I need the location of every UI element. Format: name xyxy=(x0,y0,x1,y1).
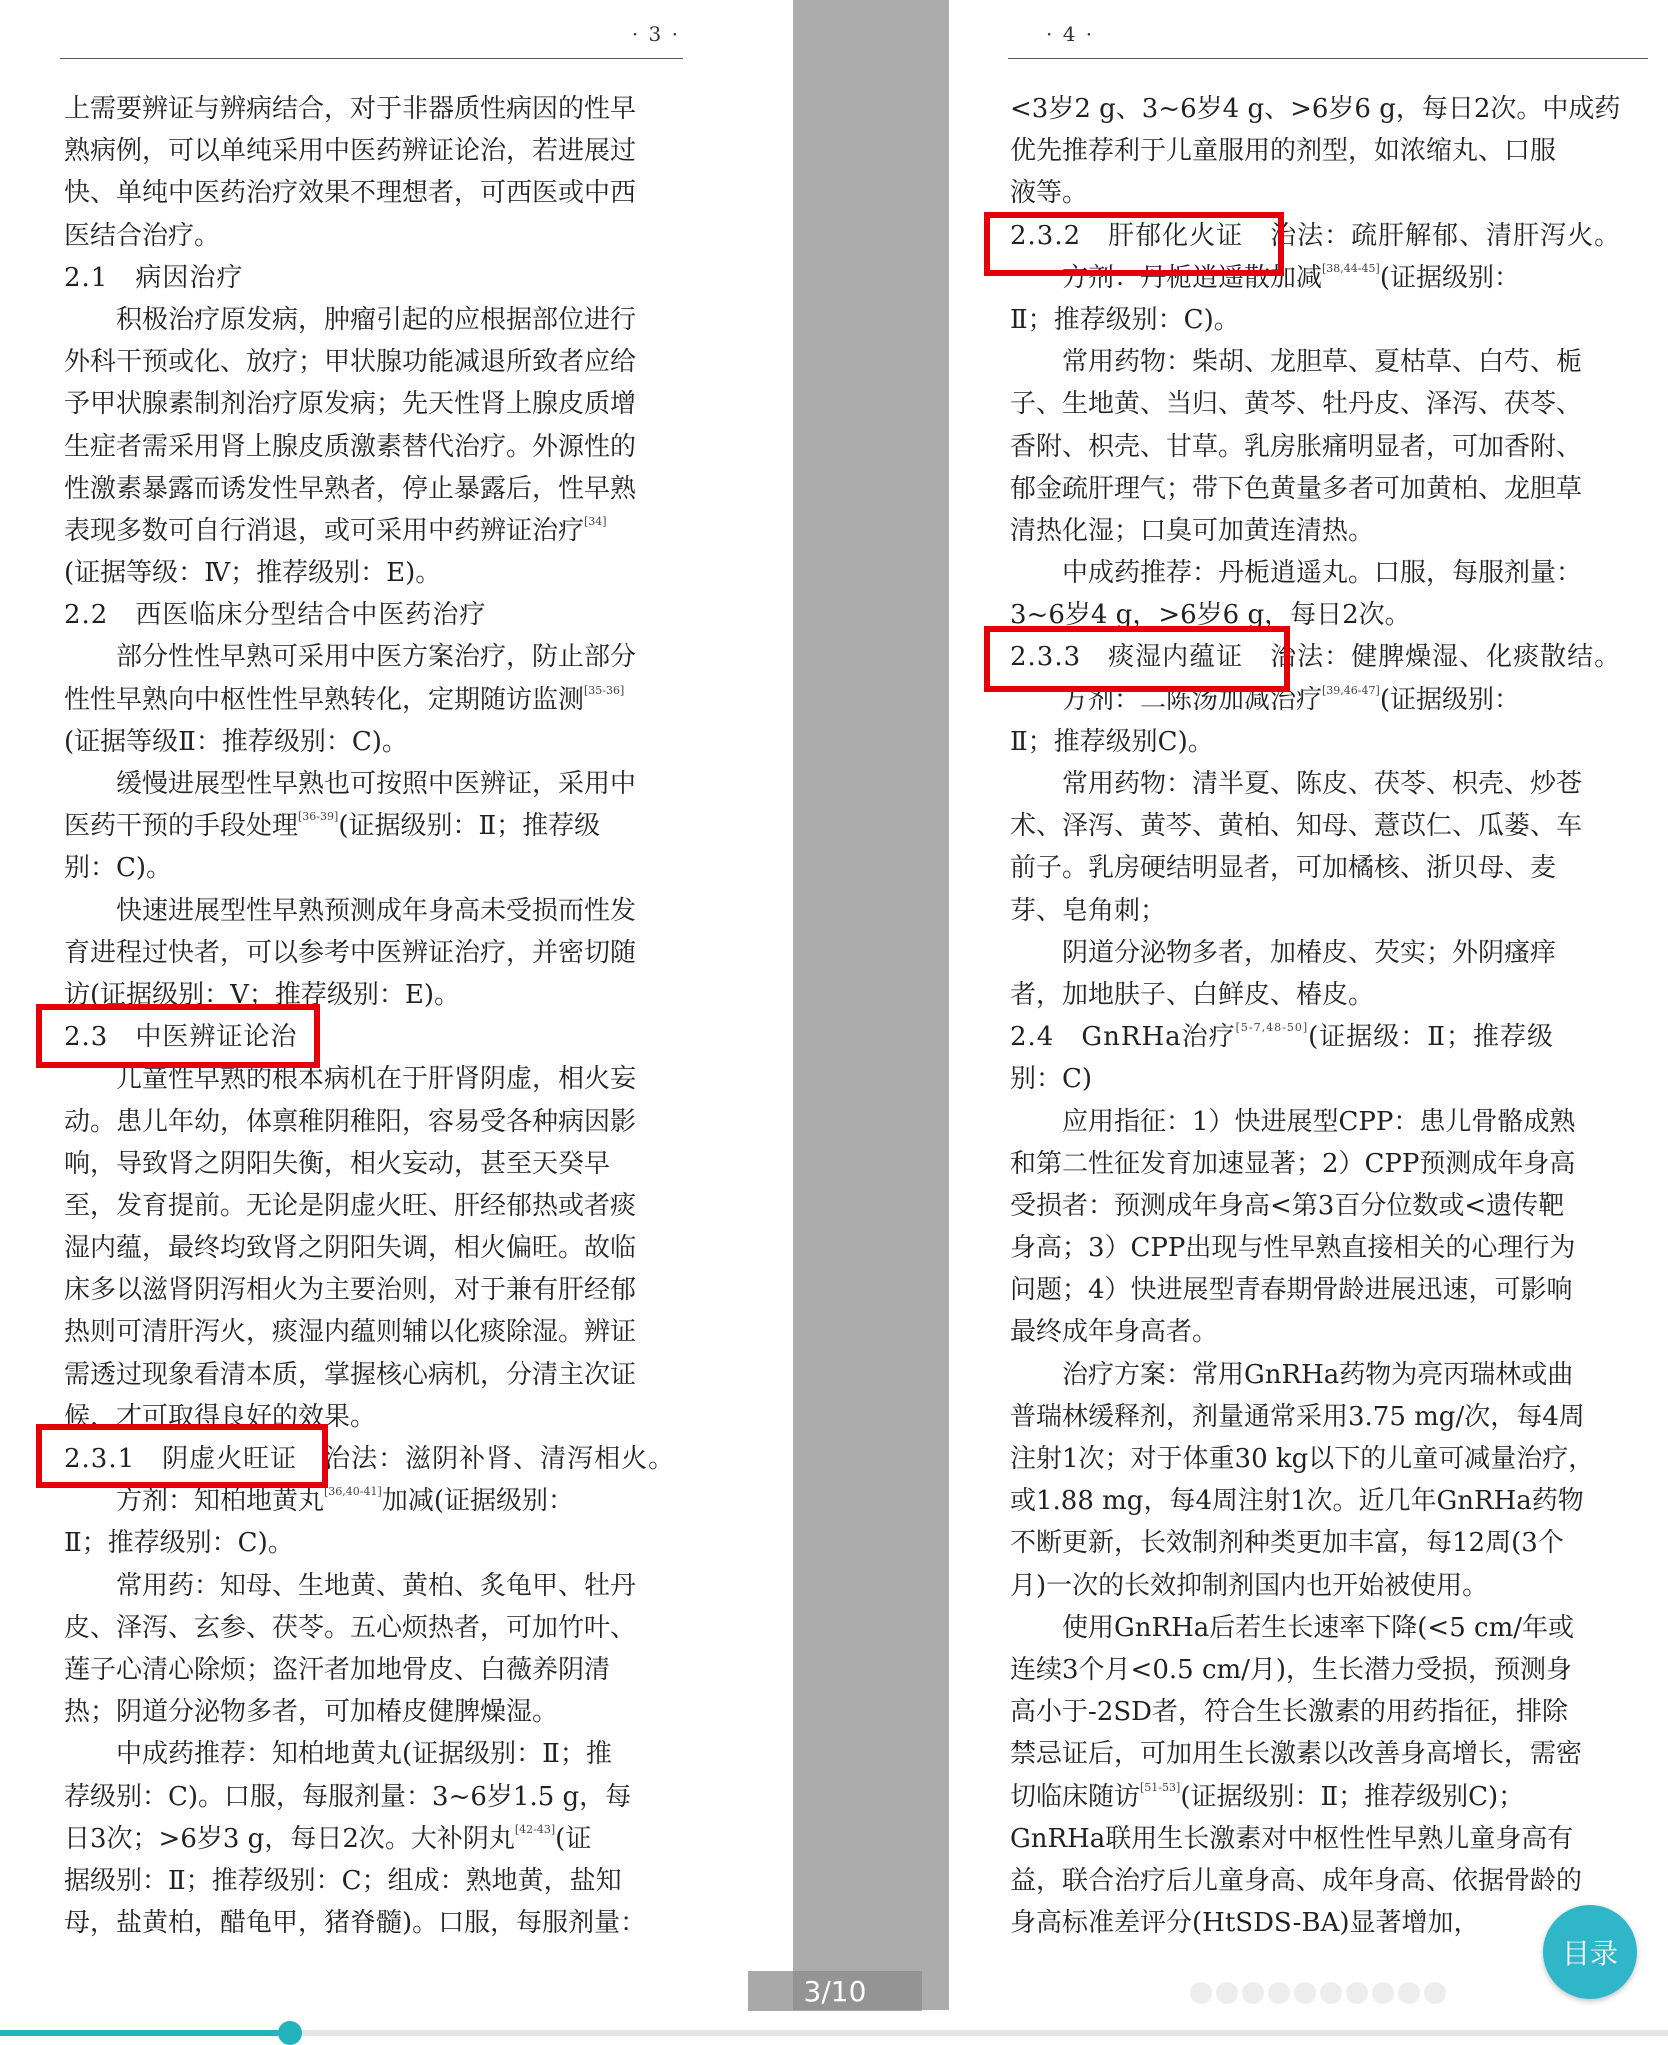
line-text: 治疗方案：常用GnRHa药物为亮丙瑞林或曲 xyxy=(1062,1359,1574,1390)
text-line xyxy=(64,1311,684,1353)
line-text: 常用药物：柴胡、龙胆草、夏枯草、白芍、栀 xyxy=(1062,347,1583,378)
line-text: 2.3.3 痰湿内蕴证 治法：健脾燥湿、化痰散结。 xyxy=(1010,642,1622,673)
text-line xyxy=(1010,1818,1630,1860)
text-line xyxy=(64,763,684,805)
line-text: 响，导致肾之阴阳失衡，相火妄动，甚至天癸早 xyxy=(64,1148,611,1179)
line-text: 2.1 病因治疗 xyxy=(64,262,244,293)
text-line xyxy=(1010,1480,1630,1522)
header-rule xyxy=(1008,58,1648,59)
line-text: 前子。乳房硬结明显者，可加橘核、浙贝母、麦 xyxy=(1010,853,1557,884)
text-line xyxy=(1010,1776,1630,1818)
text-line xyxy=(64,932,684,974)
text-line xyxy=(1010,1438,1630,1480)
line-text: 最终成年身高者。 xyxy=(1010,1317,1219,1348)
text-line xyxy=(64,383,684,425)
line-text: Ⅱ；推荐级别C)。 xyxy=(1010,726,1214,757)
text-line xyxy=(64,1607,684,1649)
text-line xyxy=(64,1860,684,1902)
text-line xyxy=(1010,679,1630,721)
line-text: 方剂：知柏地黄丸 xyxy=(116,1486,325,1517)
line-text: GnRHa联用生长激素对中枢性性早熟儿童身高有 xyxy=(1010,1823,1574,1854)
page-number: · 4 · xyxy=(1046,22,1095,46)
text-line xyxy=(1010,426,1630,468)
line-text: 儿童性早熟的根本病机在于肝肾阴虚，相火妄 xyxy=(116,1064,637,1095)
line-text: 应用指征：1）快进展型CPP：患儿骨骼成熟 xyxy=(1062,1106,1576,1137)
reader-gutter xyxy=(793,0,949,2010)
text-line xyxy=(64,679,684,721)
line-text: (证据等级：Ⅳ；推荐级别：E)。 xyxy=(64,558,442,589)
line-text: 身高标准差评分(HtSDS-BA)显著增加， xyxy=(1010,1908,1480,1939)
line-text: 高小于-2SD者，符合生长激素的用药指征，排除 xyxy=(1010,1697,1568,1728)
text-line xyxy=(64,890,684,932)
text-line xyxy=(1010,1902,1630,1944)
text-line xyxy=(1010,1733,1630,1775)
text-line xyxy=(1010,594,1630,636)
line-text: 方剂：二陈汤加减治疗 xyxy=(1062,684,1323,715)
line-text: 需透过现象看清本质，掌握核心病机，分清主次证 xyxy=(64,1359,637,1390)
line-text: 益，联合治疗后儿童身高、成年身高、依据骨龄的 xyxy=(1010,1865,1583,1896)
line-text: 郁金疏肝理气；带下色黄量多者可加黄柏、龙胆草 xyxy=(1010,473,1583,504)
line-text: 或1.88 mg，每4周注射1次。近几年GnRHa药物 xyxy=(1010,1486,1584,1517)
text-line xyxy=(64,1058,684,1100)
line-text: 阴道分泌物多者，加椿皮、芡实；外阴瘙痒 xyxy=(1062,937,1557,968)
line-text: 访(证据级别：V；推荐级别：E)。 xyxy=(64,979,461,1010)
line-text: 至，发育提前。无论是阴虚火旺、肝经郁热或者痰 xyxy=(64,1190,637,1221)
line-text: 切临床随访 xyxy=(1010,1781,1141,1812)
line-text: 2.3.1 阴虚火旺证 治法：滋阴补肾、清泻相火。 xyxy=(64,1444,676,1474)
reading-progress-bar[interactable] xyxy=(0,2030,1668,2036)
line-text: 表现多数可自行消退，或可采用中药辨证治疗 xyxy=(64,515,585,546)
text-line xyxy=(64,1185,684,1227)
line-text: 芽、皂角刺； xyxy=(1010,895,1167,926)
text-line xyxy=(64,215,684,257)
citation-superscript: [39,46-47] xyxy=(1322,683,1380,697)
line-text: 方剂：丹栀逍遥散加减 xyxy=(1062,262,1323,293)
line-text-continued: (证据级别： xyxy=(1379,684,1520,715)
line-text: 日3次；>6岁3 g，每日2次。大补阴丸 xyxy=(64,1823,515,1854)
line-text: 受损者：预测成年身高<第3百分位数或<遗传靶 xyxy=(1010,1190,1565,1221)
text-line xyxy=(1010,1311,1630,1353)
section-heading xyxy=(1010,215,1630,257)
line-text: 优先推荐利于儿童服用的剂型，如浓缩丸、口服 xyxy=(1010,136,1557,167)
line-text: 不断更新，长效制剂种类更加丰富，每12周(3个 xyxy=(1010,1528,1564,1559)
section-heading xyxy=(1010,636,1630,678)
text-line xyxy=(1010,932,1630,974)
progress-fill xyxy=(0,2030,290,2036)
section-heading xyxy=(64,1438,684,1480)
line-text: 床多以滋肾阴泻相火为主要治则，对于兼有肝经郁 xyxy=(64,1275,637,1306)
line-text: 动。患儿年幼，体禀稚阴稚阳，容易受各种病因影 xyxy=(64,1106,637,1137)
text-line xyxy=(1010,1143,1630,1185)
line-text: 部分性性早熟可采用中医方案治疗，防止部分 xyxy=(116,642,637,673)
watermark-dots xyxy=(1190,1982,1446,2004)
text-line xyxy=(1010,1101,1630,1143)
line-text: 别：C)。 xyxy=(64,853,173,884)
header-rule xyxy=(60,58,683,59)
text-line xyxy=(64,847,684,889)
line-text: 者，加地肤子、白鲜皮、椿皮。 xyxy=(1010,979,1375,1010)
line-text: 别：C) xyxy=(1010,1064,1093,1095)
text-line xyxy=(1010,1649,1630,1691)
line-text: 荐级别：C)。口服，每服剂量：3~6岁1.5 g，每 xyxy=(64,1781,632,1812)
text-line xyxy=(64,1480,684,1522)
text-line xyxy=(1010,1396,1630,1438)
line-text: 快、单纯中医药治疗效果不理想者，可西医或中西 xyxy=(64,178,637,209)
text-line xyxy=(64,1649,684,1691)
text-line xyxy=(64,341,684,383)
text-line xyxy=(1010,1269,1630,1311)
text-line xyxy=(1010,130,1630,172)
line-text: 热；阴道分泌物多者，可加椿皮健脾燥湿。 xyxy=(64,1697,559,1728)
text-line xyxy=(1010,341,1630,383)
text-line xyxy=(64,1227,684,1269)
citation-superscript: [36-39] xyxy=(298,810,339,824)
text-line xyxy=(64,974,684,1016)
text-line xyxy=(1010,1860,1630,1902)
line-text: 积极治疗原发病，肿瘤引起的应根据部位进行 xyxy=(116,304,637,335)
page-indicator: 3/10 xyxy=(748,1971,922,2011)
line-text: 中成药推荐：丹栀逍遥丸。口服，每服剂量： xyxy=(1062,558,1583,589)
line-text: 清热化湿；口臭可加黄连清热。 xyxy=(1010,515,1375,546)
text-line xyxy=(64,468,684,510)
line-text: 据级别：Ⅱ；推荐级别：C；组成：熟地黄，盐知 xyxy=(64,1865,622,1896)
line-text: 候，才可取得良好的效果。 xyxy=(64,1401,377,1432)
text-line xyxy=(64,172,684,214)
text-line xyxy=(1010,172,1630,214)
text-line xyxy=(64,510,684,552)
text-line xyxy=(1010,299,1630,341)
line-text-continued: (证据级别：Ⅱ；推荐级别C)； xyxy=(1180,1781,1525,1812)
citation-superscript: [38,44-45] xyxy=(1322,261,1380,275)
text-line xyxy=(1010,890,1630,932)
line-text: 香附、枳壳、甘草。乳房胀痛明显者，可加香附、 xyxy=(1010,431,1583,462)
line-text: 身高；3）CPP出现与性早熟直接相关的心理行为 xyxy=(1010,1233,1576,1264)
line-text: 予甲状腺素制剂治疗原发病；先天性肾上腺皮质增 xyxy=(64,389,637,420)
text-line xyxy=(1010,257,1630,299)
section-heading xyxy=(64,257,684,299)
line-text: 和第二性征发育加速显著；2）CPP预测成年身高 xyxy=(1010,1148,1576,1179)
text-line xyxy=(1010,1691,1630,1733)
text-line xyxy=(64,636,684,678)
line-text: 问题；4）快进展型青春期骨龄进展迅速，可影响 xyxy=(1010,1275,1573,1306)
text-line xyxy=(64,1354,684,1396)
text-line xyxy=(1010,1522,1630,1564)
citation-superscript: [36,40-41] xyxy=(324,1485,382,1499)
line-text: 母，盐黄柏，醋龟甲，猪脊髓)。口服，每服剂量： xyxy=(64,1908,647,1939)
line-text-continued: (证据级别： xyxy=(1379,262,1520,293)
text-line xyxy=(1010,847,1630,889)
text-line xyxy=(64,805,684,847)
line-text: 育进程过快者，可以参考中医辨证治疗，并密切随 xyxy=(64,937,637,968)
line-text: 术、泽泻、黄芩、黄柏、知母、薏苡仁、瓜蒌、车 xyxy=(1010,811,1583,842)
text-line xyxy=(64,1733,684,1775)
text-line xyxy=(64,1691,684,1733)
text-line xyxy=(1010,1354,1630,1396)
line-text: 医结合治疗。 xyxy=(64,220,221,251)
line-text: 常用药：知母、生地黄、黄柏、炙龟甲、牡丹 xyxy=(116,1570,637,1601)
line-text: 使用GnRHa后若生长速率下降(<5 cm/年或 xyxy=(1062,1612,1574,1643)
text-line xyxy=(64,299,684,341)
line-text: 2.3 中医辨证论治 xyxy=(64,1022,298,1053)
text-line xyxy=(64,88,684,130)
text-line xyxy=(1010,974,1630,1016)
line-text: 子、生地黄、当归、黄芩、牡丹皮、泽泻、茯苓、 xyxy=(1010,389,1583,420)
line-text: 熟病例，可以单纯采用中医药辨证论治，若进展过 xyxy=(64,136,637,167)
text-line xyxy=(1010,383,1630,425)
line-text: 热则可清肝泻火，痰湿内蕴则辅以化痰除湿。辨证 xyxy=(64,1317,637,1348)
line-text: 连续3个月<0.5 cm/月)，生长潜力受损，预测身 xyxy=(1010,1654,1573,1685)
line-text: 快速进展型性早熟预测成年身高未受损而性发 xyxy=(116,895,637,926)
text-line xyxy=(64,1565,684,1607)
text-line xyxy=(1010,721,1630,763)
page-number: · 3 · xyxy=(631,22,680,46)
line-text: Ⅱ；推荐级别：C)。 xyxy=(1010,304,1240,335)
text-line xyxy=(64,1269,684,1311)
line-text: 常用药物：清半夏、陈皮、茯苓、枳壳、炒苍 xyxy=(1062,769,1583,799)
text-line xyxy=(64,721,684,763)
text-line xyxy=(64,1902,684,1944)
line-text: 2.3.2 肝郁化火证 治法：疏肝解郁、清肝泻火。 xyxy=(1010,220,1622,251)
text-line xyxy=(1010,763,1630,805)
line-text-continued: (证据级：Ⅱ；推荐级 xyxy=(1308,1022,1554,1053)
text-line xyxy=(64,1776,684,1818)
toc-button[interactable]: 目录 xyxy=(1543,1905,1637,1999)
text-line xyxy=(1010,552,1630,594)
page-body xyxy=(1010,88,1630,1944)
line-text: 性激素暴露而诱发性早熟者，停止暴露后，性早熟 xyxy=(64,473,637,504)
line-text-continued: 加减(证据级别： xyxy=(381,1486,574,1517)
text-line xyxy=(1010,1185,1630,1227)
citation-superscript: [51-53] xyxy=(1140,1780,1181,1794)
line-text-continued: (证 xyxy=(555,1823,592,1854)
line-text: 2.2 西医临床分型结合中医药治疗 xyxy=(64,600,487,631)
line-text: <3岁2 g、3~6岁4 g、>6岁6 g，每日2次。中成药 xyxy=(1010,94,1621,124)
line-text: 上需要辨证与辨病结合，对于非器质性病因的性早 xyxy=(64,94,637,124)
text-line xyxy=(1010,468,1630,510)
line-text: 医药干预的手段处理 xyxy=(64,811,299,842)
line-text: 中成药推荐：知柏地黄丸(证据级别：Ⅱ；推 xyxy=(116,1739,612,1770)
citation-superscript: [42-43] xyxy=(514,1822,556,1836)
line-text: 液等。 xyxy=(1010,178,1089,209)
line-text: 禁忌证后，可加用生长激素以改善身高增长，需密 xyxy=(1010,1739,1583,1770)
text-line xyxy=(64,1522,684,1564)
progress-slider-handle[interactable] xyxy=(278,2021,302,2045)
text-line xyxy=(1010,510,1630,552)
text-line xyxy=(1010,805,1630,847)
section-heading xyxy=(1010,1016,1630,1058)
right-page xyxy=(1008,0,1648,2010)
left-page xyxy=(60,0,700,2010)
line-text: 湿内蕴，最终均致肾之阴阳失调，相火偏旺。故临 xyxy=(64,1233,637,1264)
text-line xyxy=(1010,1607,1630,1649)
line-text: 莲子心清心除烦；盗汗者加地骨皮、白薇养阴清 xyxy=(64,1654,611,1685)
text-line xyxy=(1010,88,1630,130)
text-line xyxy=(1010,1227,1630,1269)
citation-superscript: [5-7,48-50] xyxy=(1235,1021,1309,1035)
text-line xyxy=(1010,1058,1630,1100)
citation-superscript: [34] xyxy=(584,514,607,528)
line-text-continued: (证据级别：Ⅱ；推荐级 xyxy=(338,811,601,842)
line-text: 普瑞林缓释剂，剂量通常采用3.75 mg/次，每4周 xyxy=(1010,1401,1585,1432)
line-text: Ⅱ；推荐级别：C)。 xyxy=(64,1528,294,1559)
line-text: 3~6岁4 g，>6岁6 g，每日2次。 xyxy=(1010,600,1411,631)
line-text: 月)一次的长效抑制剂国内也开始被使用。 xyxy=(1010,1570,1489,1601)
text-line xyxy=(64,1396,684,1438)
text-line xyxy=(64,1818,684,1860)
page-body xyxy=(64,88,684,1944)
text-line xyxy=(64,426,684,468)
line-text: 2.4 GnRHa治疗 xyxy=(1010,1022,1236,1053)
section-heading xyxy=(64,594,684,636)
text-line xyxy=(64,1101,684,1143)
section-heading xyxy=(64,1016,684,1058)
text-line xyxy=(64,130,684,172)
citation-superscript: [35-36] xyxy=(584,683,625,697)
line-text: (证据等级Ⅱ：推荐级别：C)。 xyxy=(64,726,408,757)
text-line xyxy=(64,1143,684,1185)
line-text: 外科干预或化、放疗；甲状腺功能减退所致者应给 xyxy=(64,347,637,378)
line-text: 注射1次；对于体重30 kg以下的儿童可减量治疗， xyxy=(1010,1444,1595,1474)
line-text: 缓慢进展型性早熟也可按照中医辨证，采用中 xyxy=(116,769,637,799)
line-text: 皮、泽泻、玄参、茯苓。五心烦热者，可加竹叶、 xyxy=(64,1612,637,1643)
line-text: 性性早熟向中枢性性早熟转化，定期随访监测 xyxy=(64,684,585,715)
text-line xyxy=(64,552,684,594)
line-text: 生症者需采用肾上腺皮质激素替代治疗。外源性的 xyxy=(64,431,637,462)
text-line xyxy=(1010,1565,1630,1607)
